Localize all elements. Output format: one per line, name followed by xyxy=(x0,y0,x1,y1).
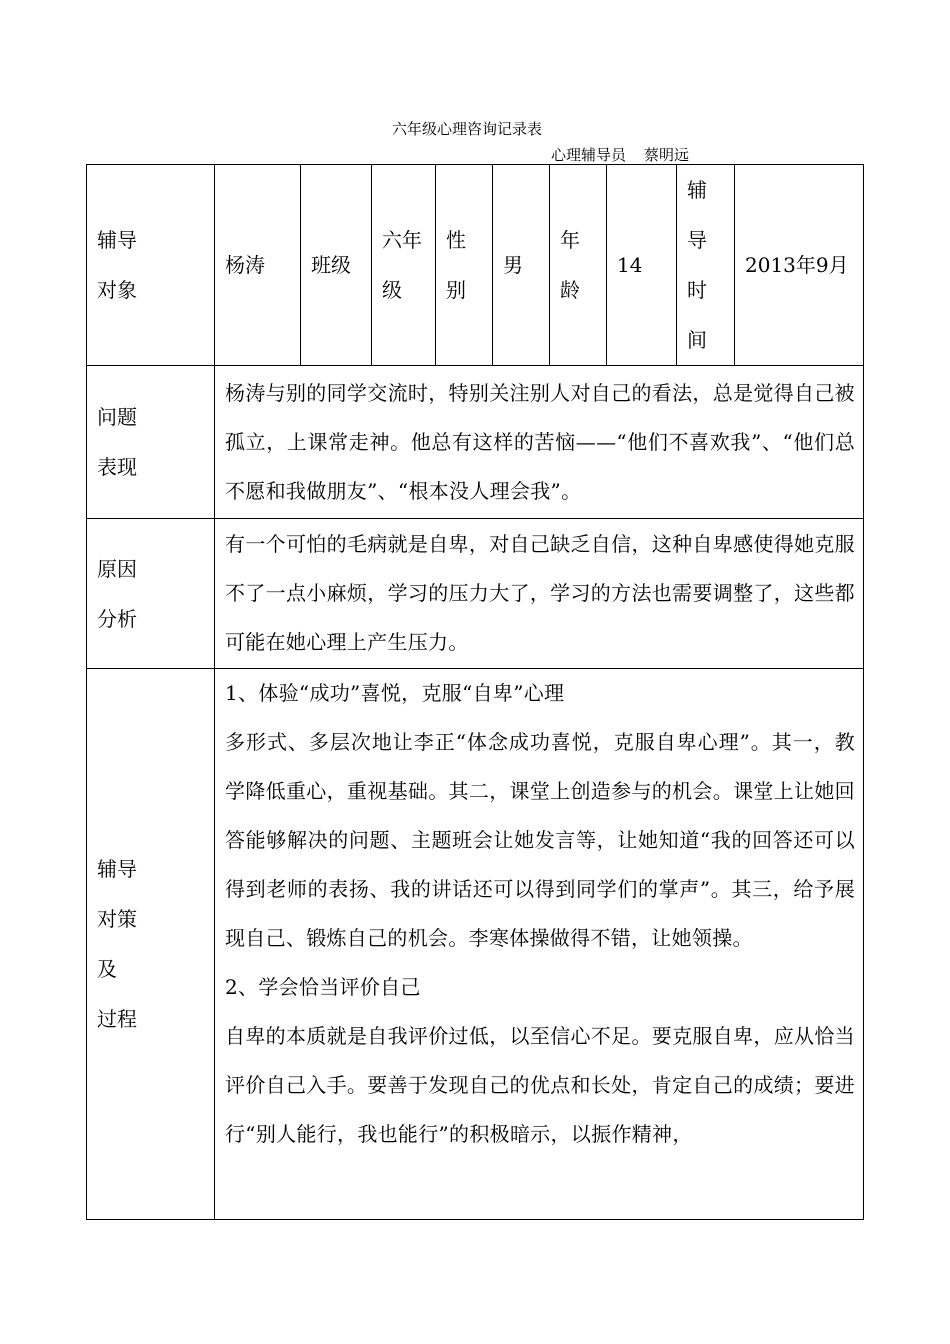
strategy-label-line: 过程 xyxy=(97,1007,137,1031)
gender-label-line: 别 xyxy=(446,278,466,302)
record-table xyxy=(86,164,864,1220)
subject-label-cell xyxy=(87,165,215,366)
strategy-paragraph-1: 多形式、多层次地让李正“体念成功喜悦，克服自卑心理”。其一，教学降低重心，重视基础。其二，课堂上创造参与的机会。课堂上让她回答能够解决的问题、主题班会让她发言等，让她知道“我的回答还可以得到老师的表扬、我的讲话还可以得到同学们的掌声”。其三，给予展现自己、锻炼自己的机会。李寒体操做得不错，让她领操。 xyxy=(225,730,855,950)
age-label-line: 年 xyxy=(560,228,580,252)
page-title: 六年级心理咨询记录表 xyxy=(392,120,543,138)
age-value: 14 xyxy=(617,252,643,277)
time-value-cell xyxy=(735,165,864,366)
subject-value: 杨涛 xyxy=(225,252,265,277)
time-label-line: 时 xyxy=(687,278,707,302)
problem-label-line: 问题 xyxy=(97,405,137,429)
time-label-line: 导 xyxy=(687,228,707,252)
cause-text-cell xyxy=(215,519,864,669)
problem-label-line: 表现 xyxy=(97,455,137,479)
cause-text: 有一个可怕的毛病就是自卑，对自己缺乏自信，这种自卑感使得她克服不了一点小麻烦，学习的压力大了，学习的方法也需要调整了，这些都可能在她心理上产生压力。 xyxy=(225,532,855,654)
counselor-label: 心理辅导员 xyxy=(551,146,627,164)
strategy-label-cell xyxy=(87,669,215,1220)
time-label-line: 间 xyxy=(687,328,707,352)
cause-label-cell xyxy=(87,519,215,669)
age-label-line: 龄 xyxy=(560,278,580,302)
header-row xyxy=(87,165,864,366)
strategy-row xyxy=(87,669,864,1220)
counselor-line xyxy=(551,144,689,165)
strategy-label-line: 辅导 xyxy=(97,857,137,881)
problem-label-cell xyxy=(87,366,215,519)
subject-label-line: 对象 xyxy=(97,278,137,302)
cause-label-line: 原因 xyxy=(97,556,137,581)
class-value-line: 六年 xyxy=(382,228,422,252)
problem-row xyxy=(87,366,864,519)
strategy-label-line: 对策 xyxy=(97,907,137,931)
age-label-cell xyxy=(550,165,607,366)
time-label-line: 辅 xyxy=(687,178,707,202)
counselor-name: 蔡明远 xyxy=(644,146,690,164)
strategy-text-cell xyxy=(215,669,864,1220)
problem-text-cell xyxy=(215,366,864,519)
age-value-cell xyxy=(607,165,677,366)
class-value-line: 级 xyxy=(382,278,402,302)
strategy-heading-1: 1、体验“成功”喜悦，克服“自卑”心理 xyxy=(225,681,565,705)
class-value-cell xyxy=(372,165,436,366)
subject-label-line: 辅导 xyxy=(97,228,137,252)
strategy-label-line: 及 xyxy=(97,957,117,981)
cause-label-line: 分析 xyxy=(97,606,137,631)
gender-value: 男 xyxy=(503,252,523,277)
strategy-heading-2: 2、学会恰当评价自己 xyxy=(225,975,421,999)
subject-value-cell xyxy=(215,165,301,366)
time-label-cell xyxy=(677,165,735,366)
class-label-cell xyxy=(301,165,372,366)
problem-text: 杨涛与别的同学交流时，特别关注别人对自己的看法，总是觉得自己被孤立，上课常走神。他总有这样的苦恼——“他们不喜欢我”、“他们总不愿和我做朋友”、“根本没人理会我”。 xyxy=(225,380,855,503)
gender-label-cell xyxy=(436,165,493,366)
time-value: 2013年9月 xyxy=(745,252,849,277)
class-label: 班级 xyxy=(311,252,351,277)
strategy-paragraph-2: 自卑的本质就是自我评价过低，以至信心不足。要克服自卑，应从恰当评价自己入手。要善于发现自己的优点和长处，肯定自己的成绩；要进行“别人能行，我也能行”的积极暗示，以振作精神， xyxy=(225,1024,855,1146)
gender-label-line: 性 xyxy=(446,228,466,252)
cause-row xyxy=(87,519,864,669)
gender-value-cell xyxy=(493,165,550,366)
